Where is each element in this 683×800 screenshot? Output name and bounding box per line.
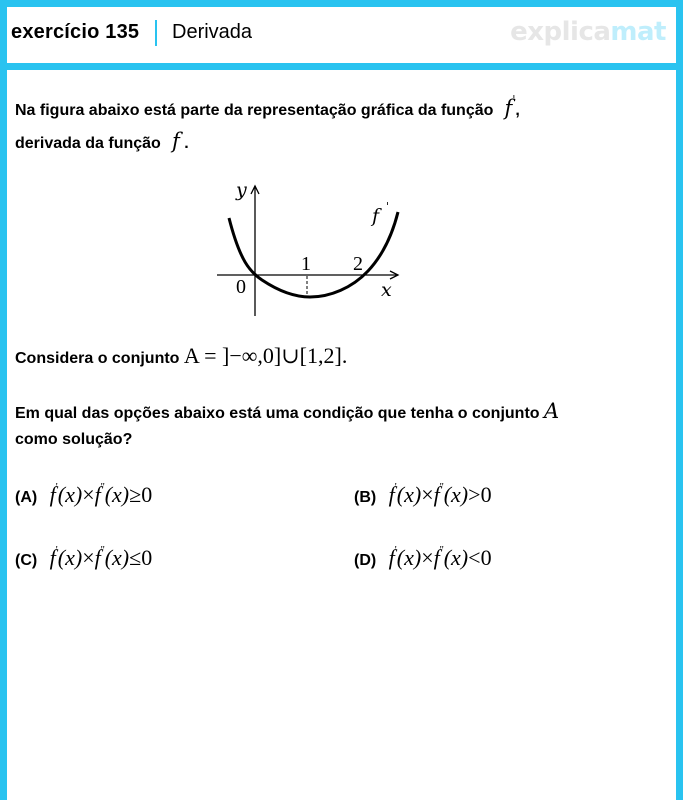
y-axis-label: y bbox=[236, 179, 247, 201]
logo-part-explica: explica bbox=[510, 17, 611, 47]
question-text2: como solução? bbox=[15, 431, 133, 448]
question-set-symbol: A bbox=[544, 399, 560, 423]
header-divider bbox=[0, 63, 683, 70]
question bbox=[15, 398, 665, 453]
header-separator bbox=[155, 20, 157, 46]
statement-period: . bbox=[184, 135, 189, 152]
option-a-expression: f'(x)×f''(x)≥0 bbox=[49, 481, 153, 507]
option-d[interactable] bbox=[354, 544, 492, 571]
explicamat-logo bbox=[510, 17, 666, 47]
option-c-label: (C) bbox=[15, 552, 38, 569]
option-b-label: (B) bbox=[354, 489, 377, 506]
question-text: Em qual das opções abaixo está uma condição que tenha o conjunto bbox=[15, 405, 540, 422]
set-definition bbox=[15, 340, 665, 374]
set-intro: Considera o conjunto bbox=[15, 350, 180, 367]
set-expression: A = ]−∞,0]∪[1,2]. bbox=[183, 343, 348, 368]
f-symbol: f bbox=[171, 129, 180, 153]
origin-label: 0 bbox=[236, 276, 246, 298]
statement-line1: Na figura abaixo está parte da representação gráfica da função bbox=[15, 102, 494, 119]
option-d-label: (D) bbox=[354, 552, 377, 569]
statement-comma: , bbox=[515, 102, 520, 119]
option-c[interactable] bbox=[15, 544, 152, 571]
option-b[interactable] bbox=[354, 481, 492, 508]
logo-part-mat: mat bbox=[610, 17, 666, 47]
statement bbox=[15, 84, 665, 159]
derivative-graph bbox=[200, 176, 420, 326]
option-c-expression: f'(x)×f''(x)≤0 bbox=[49, 544, 153, 570]
fprime-symbol: f' bbox=[504, 93, 516, 120]
tick-label-2: 2 bbox=[353, 253, 363, 275]
exercise-number: exercício 135 bbox=[11, 21, 140, 43]
x-axis-label: x bbox=[381, 279, 392, 301]
option-a-label: (A) bbox=[15, 489, 38, 506]
curve-label: f bbox=[372, 205, 380, 227]
option-d-expression: f'(x)×f''(x)<0 bbox=[388, 544, 492, 570]
header bbox=[7, 7, 676, 63]
statement-line2: derivada da função bbox=[15, 135, 161, 152]
tick-label-1: 1 bbox=[301, 253, 311, 275]
option-a[interactable] bbox=[15, 481, 152, 508]
exercise-topic: Derivada bbox=[172, 21, 253, 43]
option-b-expression: f'(x)×f''(x)>0 bbox=[388, 481, 492, 507]
curve-label-prime: ' bbox=[386, 200, 390, 213]
